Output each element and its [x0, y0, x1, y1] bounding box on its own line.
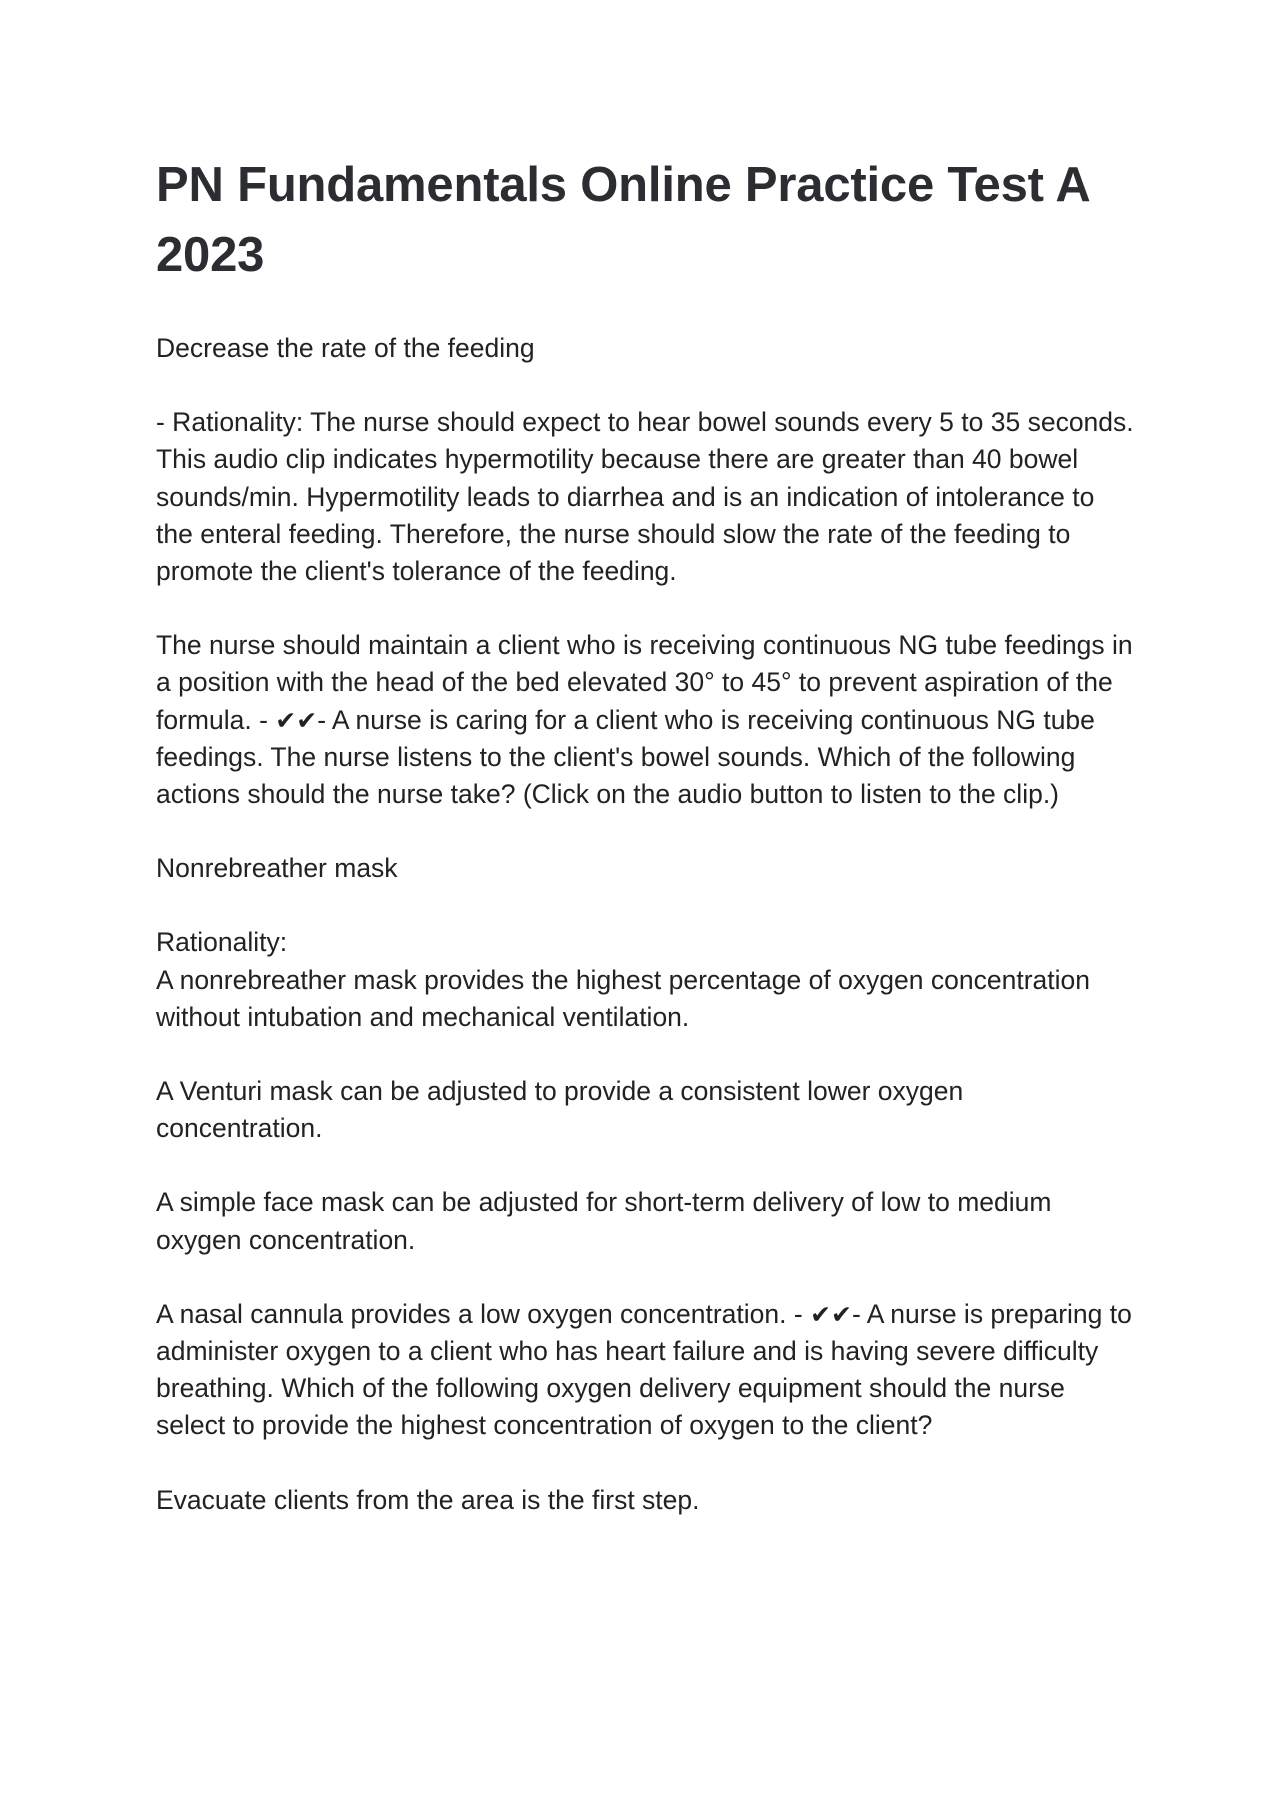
rationale-paragraph: A simple face mask can be adjusted for short-term delivery of low to medium oxygen concentration.: [156, 1187, 1052, 1255]
double-check-icon: ✔✔: [810, 1299, 852, 1329]
document-page: [156, 150, 1136, 1556]
answer-paragraph: Nonrebreather mask: [156, 853, 398, 884]
question-paragraph: [156, 627, 1136, 813]
answer-paragraph: Decrease the rate of the feeding: [156, 333, 535, 363]
question-text-before: The nurse should maintain a client who is receiving continuous NG tube feedings in a position with the head of the bed elevated 30° to 45° to prevent aspiration of the formula. -: [156, 630, 1133, 735]
rationale-paragraph: - Rationality: The nurse should expect to hear bowel sounds every 5 to 35 seconds. This audio clip indicates hypermotility because there are greater than 40 bowel sounds/min. Hypermotility leads to diarrhea and is an indication of intolerance to the enteral feeding. Therefore, the nurse should slow the rate of the feeding to promote the client's tolerance of the feeding.: [156, 407, 1134, 587]
rationale-paragraph: A nonrebreather mask provides the highest percentage of oxygen concentration without intubation and mechanical ventilation.: [156, 964, 1090, 1032]
rationale-heading: Rationality:: [156, 927, 288, 958]
document-title: PN Fundamentals Online Practice Test A 2023: [156, 158, 1089, 282]
question-text-after: - A nurse is caring for a client who is receiving continuous NG tube feedings. The nurse listens to the client's bowel sounds. Which of the following actions should the nurse take? (Click on the audio button to listen to the clip.): [156, 704, 1095, 810]
question-paragraph: [156, 1296, 1136, 1445]
document-body: [156, 330, 1136, 1519]
double-check-icon: ✔✔: [275, 705, 318, 735]
answer-paragraph: Evacuate clients from the area is the first step.: [156, 1484, 700, 1515]
question-text-before: A nasal cannula provides a low oxygen concentration. -: [156, 1298, 811, 1329]
question-text-after: - A nurse is preparing to administer oxygen to a client who has heart failure and is having severe difficulty breathing. Which of the following oxygen delivery equipment should the nurse select to provide the highest concentration of oxygen to the client?: [156, 1298, 1132, 1441]
rationale-paragraph: A Venturi mask can be adjusted to provide a consistent lower oxygen concentration.: [156, 1076, 964, 1144]
